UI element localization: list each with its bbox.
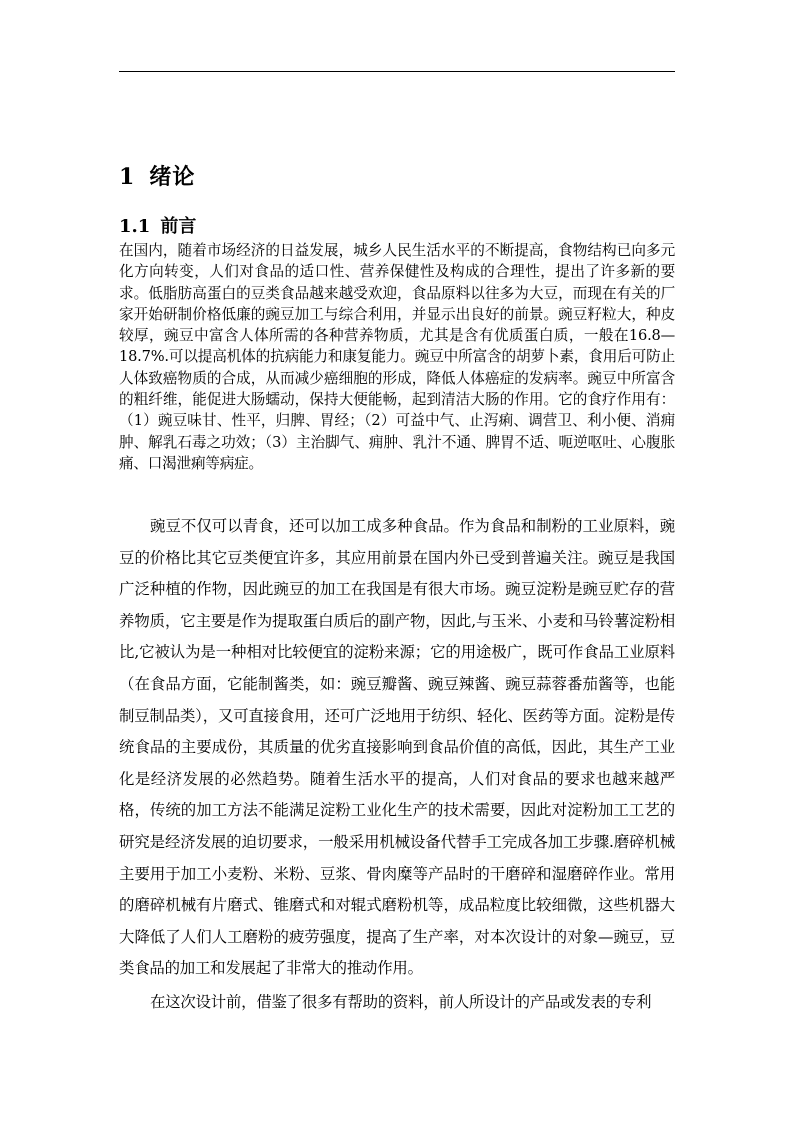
header-rule bbox=[119, 71, 675, 72]
section-title: 前言 bbox=[160, 216, 197, 237]
chapter-title: 绪论 bbox=[149, 164, 196, 190]
body-paragraph-3: 在这次设计前，借鉴了很多有帮助的资料，前人所设计的产品或发表的专利 bbox=[150, 993, 652, 1011]
section-heading bbox=[119, 212, 196, 238]
chapter-heading bbox=[119, 160, 195, 191]
section-number: 1.1 bbox=[119, 216, 151, 237]
body-paragraph-2: 豌豆不仅可以青食，还可以加工成多种食品。作为食品和制粉的工业原料，豌豆的价格比其它豆类便宜许多，其应用前景在国内外已受到普遍关注。豌豆是我国广泛种植的作物，因此豌豆的加工在我国是有很大市场。豌豆淀粉是豌豆贮存的营养物质，它主要是作为提取蛋白质后的副产物，因此,与玉米、小麦和马铃薯淀粉相比,它被认为是一种相对比较便宜的淀粉来源；它的用途极广，既可作食品工业原料（在食品方面，它能制酱类，如：豌豆瓣酱、豌豆辣酱、豌豆蒜蓉番茄酱等，也能制豆制品类），又可直接食用，还可广泛地用于纺织、轻化、医药等方面。淀粉是传统食品的主要成份，其质量的优劣直接影响到食品价值的高低，因此，其生产工业化是经济发展的必然趋势。随着生活水平的提高，人们对食品的要求也越来越严格，传统的加工方法不能满足淀粉工业化生产的技术需要，因此对淀粉加工工艺的研究是经济发展的迫切要求，一般采用机械设备代替手工完成各加工步骤.磨碎机械主要用于加工小麦粉、米粉、豆浆、骨肉糜等产品时的干磨碎和湿磨碎作业。常用的磨碎机械有片磨式、锥磨式和对辊式磨粉机等，成品粒度比较细微，这些机器大大降低了人们人工磨粉的疲劳强度，提高了生产率，对本次设计的对象—豌豆，豆类食品的加工和发展起了非常大的推动作用。 bbox=[119, 517, 675, 978]
body-paragraph-1: 在国内，随着市场经济的日益发展，城乡人民生活水平的不断提高，食物结构已向多元化方向转变，人们对食品的适口性、营养保健性及构成的合理性，提出了许多新的要求。低脂肪高蛋白的豆类食品越来越受欢迎，食品原料以往多为大豆，而现在有关的厂家开始研制价格低廉的豌豆加工与综合利用，并显示出良好的前景。豌豆籽粒大，种皮较厚，豌豆中富含人体所需的各种营养物质，尤其是含有优质蛋白质，一般在16.8—18.7%.可以提高机体的抗病能力和康复能力。豌豆中所富含的胡萝卜素，食用后可防止人体致癌物质的合成，从而减少癌细胞的形成，降低人体癌症的发病率。豌豆中所富含的粗纤维，能促进大肠蠕动，保持大便能畅，起到清洁大肠的作用。它的食疗作用有：（1）豌豆味甘、性平，归脾、胃经；（2）可益中气、止泻痢、调营卫、利小便、消痈肿、解乳石毒之功效；（3）主治脚气、痈肿、乳汁不通、脾胃不适、呃逆呕吐、心腹胀痛、口渴泄痢等病症。 bbox=[119, 242, 675, 472]
chapter-number: 1 bbox=[119, 164, 136, 190]
